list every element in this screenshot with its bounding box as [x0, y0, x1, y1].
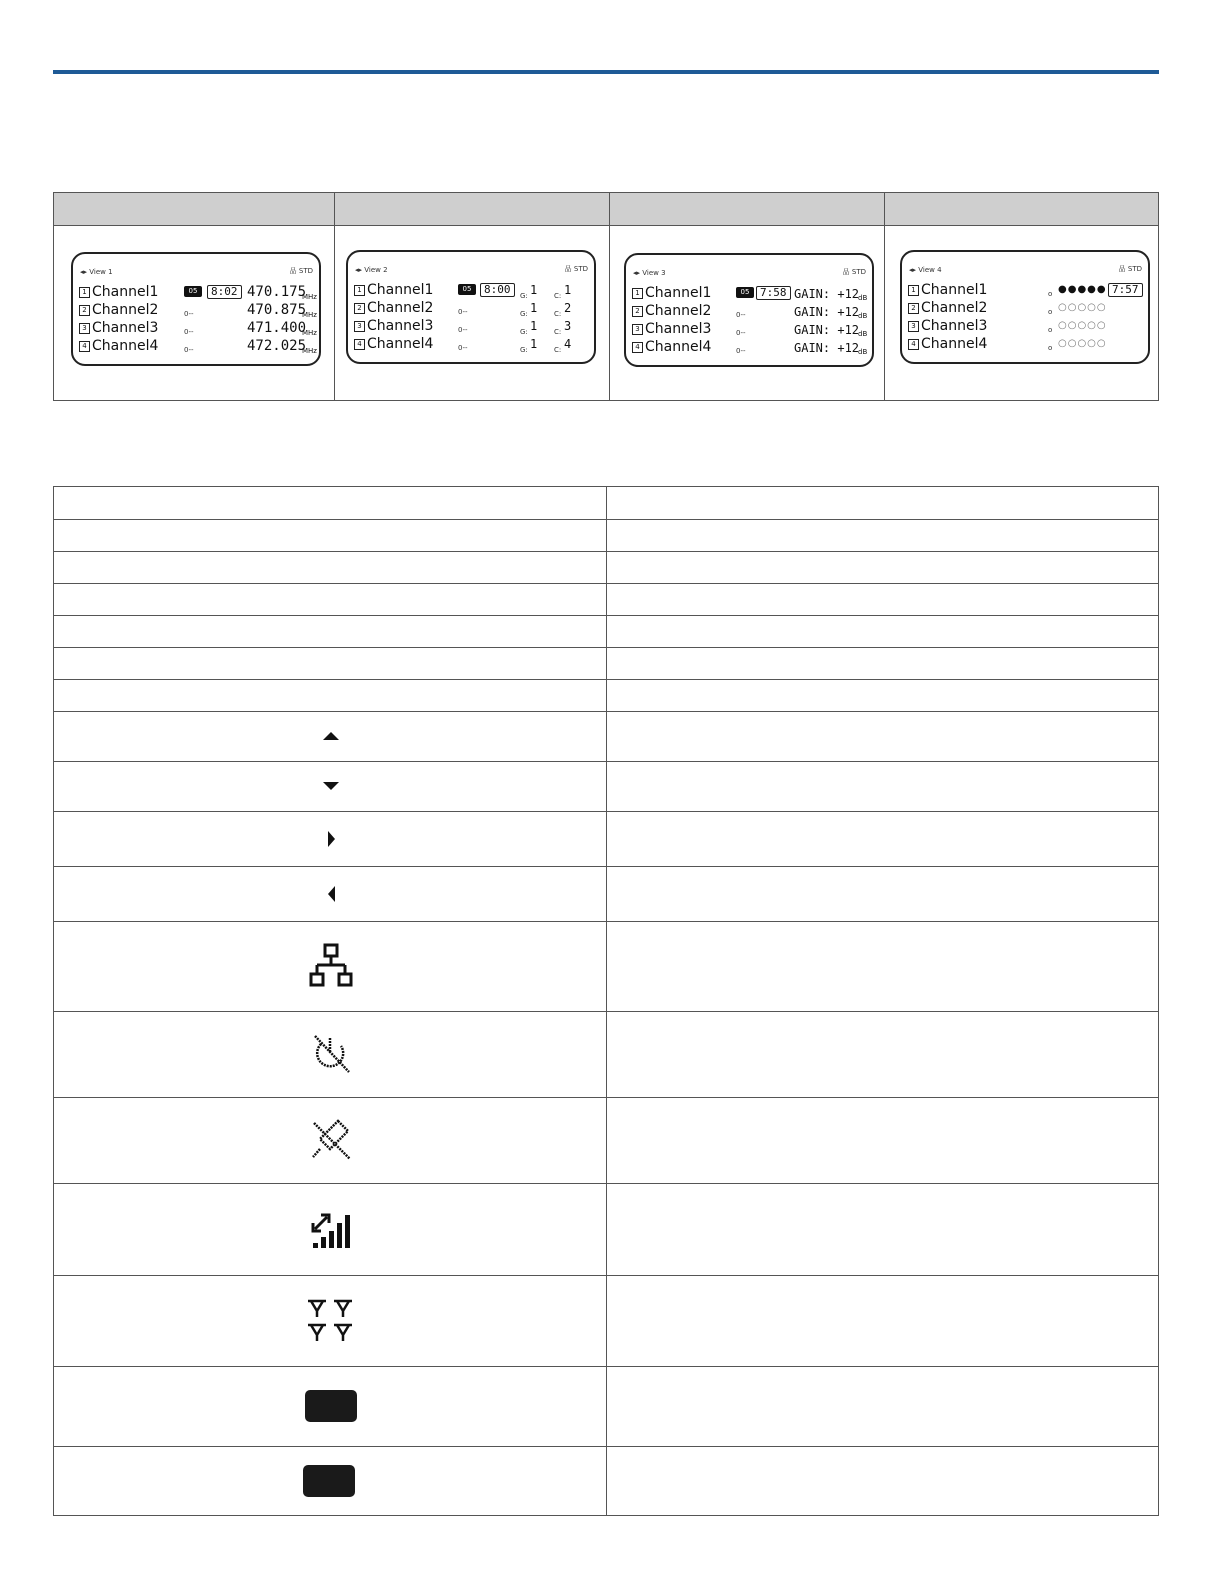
channel-name: Channel2 [645, 303, 712, 319]
table-row [54, 761, 1158, 812]
channel-name: Channel2 [367, 300, 434, 316]
channel-row [908, 317, 1144, 335]
status-mark: o [1048, 308, 1053, 316]
channel-row [908, 299, 1144, 317]
gain-value: GAIN: +12 [794, 323, 860, 337]
top-rule [53, 70, 1159, 74]
table-row [54, 1011, 1158, 1098]
channel-name: Channel3 [645, 321, 712, 337]
lcd-view-1 [71, 252, 321, 366]
channel-name: Channel2 [92, 302, 159, 318]
black-box-icon [284, 1446, 374, 1515]
gain-value: GAIN: +12 [794, 287, 860, 301]
frequency: 470.175 [247, 284, 307, 300]
channel-name: Channel4 [921, 336, 988, 352]
up-arrow-icon [286, 711, 376, 761]
table-row [54, 519, 1158, 552]
frequency: 471.400 [247, 320, 307, 336]
channel-label: C: [554, 310, 562, 318]
channel-value: 4 [564, 337, 572, 351]
mic-off-icon [286, 1097, 376, 1183]
table-row [54, 1446, 1158, 1515]
status-mark: o [1048, 290, 1053, 298]
battery-badge: 05 [184, 286, 202, 297]
level-dots: ○○○○○ [1058, 320, 1107, 331]
status-mark: 0-- [458, 308, 468, 316]
table-row [54, 711, 1158, 762]
status-mark: 0-- [736, 329, 746, 337]
channel-number: 4 [908, 339, 919, 350]
status-mark: 0-- [184, 328, 194, 336]
level-dots: ○○○○○ [1058, 302, 1107, 313]
channel-number: 4 [79, 341, 90, 352]
column-divider [609, 193, 610, 400]
channel-label: C: [554, 346, 562, 354]
antenna-diversity-icon [286, 1275, 376, 1366]
group-label: G: [520, 328, 528, 336]
channel-number: 1 [79, 287, 90, 298]
table-row [54, 1366, 1158, 1447]
status-mark: 0-- [736, 311, 746, 319]
status-mark: 0-- [184, 346, 194, 354]
lcd-view-4 [900, 250, 1150, 364]
lcd-view-2 [346, 250, 596, 364]
channel-value: 1 [564, 283, 572, 297]
channel-name: Channel4 [367, 336, 434, 352]
group-value: 1 [530, 301, 538, 315]
channel-number: 4 [632, 342, 643, 353]
channel-number: 2 [908, 303, 919, 314]
level-dots: ○○○○○ [1058, 338, 1107, 349]
channel-number: 4 [354, 339, 365, 350]
gain-value: GAIN: +12 [794, 305, 860, 319]
frequency-unit: MHz [302, 311, 317, 319]
channel-name: Channel3 [92, 320, 159, 336]
view-title: ◂▸ View 1 [80, 268, 113, 276]
group-value: 1 [530, 319, 538, 333]
view-title: ◂▸ View 4 [909, 266, 942, 274]
channel-number: 1 [354, 285, 365, 296]
network-std-indicator: 品 STD [564, 265, 588, 273]
lcd-view-3 [624, 253, 874, 367]
channel-number: 2 [354, 303, 365, 314]
battery-badge: 05 [736, 287, 754, 298]
gain-unit: dB [858, 330, 868, 338]
frequency: 472.025 [247, 338, 307, 354]
gain-unit: dB [858, 348, 868, 356]
channel-row [354, 335, 590, 353]
frequency: 470.875 [247, 302, 307, 318]
channel-number: 1 [632, 288, 643, 299]
channel-number: 3 [632, 324, 643, 335]
group-label: G: [520, 346, 528, 354]
channel-value: 2 [564, 301, 572, 315]
channel-number: 3 [354, 321, 365, 332]
channel-row [632, 320, 868, 338]
status-mark: 0-- [458, 344, 468, 352]
power-off-icon [286, 1011, 376, 1097]
gain-unit: dB [858, 294, 868, 302]
channel-name: Channel2 [921, 300, 988, 316]
channel-label: C: [554, 328, 562, 336]
frequency-unit: MHz [302, 293, 317, 301]
group-value: 1 [530, 337, 538, 351]
table-row [54, 1097, 1158, 1184]
group-label: G: [520, 292, 528, 300]
channel-row [79, 319, 315, 337]
table-row [54, 866, 1158, 922]
status-mark: o [1048, 326, 1053, 334]
channel-name: Channel3 [921, 318, 988, 334]
status-mark: 0-- [736, 347, 746, 355]
channel-row [632, 302, 868, 320]
signal-strength-icon [286, 1183, 376, 1275]
battery-timer: 7:57 [1108, 283, 1143, 297]
channel-row [79, 301, 315, 319]
battery-timer: 8:00 [480, 283, 515, 297]
frequency-unit: MHz [302, 329, 317, 337]
left-arrow-icon [286, 866, 376, 921]
channel-name: Channel1 [367, 282, 434, 298]
channel-row [354, 281, 590, 299]
column-divider [334, 193, 335, 400]
table-row [54, 583, 1158, 616]
channel-name: Channel4 [645, 339, 712, 355]
table-row [54, 811, 1158, 867]
channel-name: Channel4 [92, 338, 159, 354]
channel-row [354, 317, 590, 335]
battery-badge: 05 [458, 284, 476, 295]
column-divider [884, 193, 885, 400]
gain-value: GAIN: +12 [794, 341, 860, 355]
view-title: ◂▸ View 2 [355, 266, 388, 274]
status-mark: o [1048, 344, 1053, 352]
network-std-indicator: 品 STD [289, 267, 313, 275]
channel-number: 3 [908, 321, 919, 332]
frequency-unit: MHz [302, 347, 317, 355]
channel-number: 1 [908, 285, 919, 296]
network-icon [286, 921, 376, 1011]
right-arrow-icon [286, 811, 376, 866]
status-mark: 0-- [184, 310, 194, 318]
channel-row [79, 337, 315, 355]
channel-number: 2 [632, 306, 643, 317]
channel-label: C: [554, 292, 562, 300]
table-row [54, 921, 1158, 1012]
network-std-indicator: 品 STD [1118, 265, 1142, 273]
table-row [54, 615, 1158, 648]
table-row [54, 487, 1158, 520]
table-row [54, 647, 1158, 680]
black-box-icon [286, 1366, 376, 1446]
table-row [54, 1275, 1158, 1367]
channel-name: Channel1 [645, 285, 712, 301]
channel-row [908, 335, 1144, 353]
status-mark: 0-- [458, 326, 468, 334]
channel-row [79, 283, 315, 301]
table-row [54, 551, 1158, 584]
level-dots: ●●●●● [1058, 284, 1107, 295]
views-table [53, 192, 1159, 401]
battery-timer: 7:58 [756, 286, 791, 300]
channel-name: Channel3 [367, 318, 434, 334]
table-row [54, 1183, 1158, 1276]
views-table-header [54, 193, 1158, 226]
network-std-indicator: 品 STD [842, 268, 866, 276]
battery-timer: 8:02 [207, 285, 242, 299]
channel-number: 3 [79, 323, 90, 334]
group-value: 1 [530, 283, 538, 297]
down-arrow-icon [286, 761, 376, 811]
group-label: G: [520, 310, 528, 318]
channel-name: Channel1 [921, 282, 988, 298]
view-title: ◂▸ View 3 [633, 269, 666, 277]
channel-name: Channel1 [92, 284, 159, 300]
icon-table [53, 486, 1159, 1516]
table-row [54, 679, 1158, 712]
channel-row [632, 338, 868, 356]
channel-row [908, 281, 1144, 299]
channel-number: 2 [79, 305, 90, 316]
channel-row [354, 299, 590, 317]
gain-unit: dB [858, 312, 868, 320]
channel-row [632, 284, 868, 302]
channel-value: 3 [564, 319, 572, 333]
